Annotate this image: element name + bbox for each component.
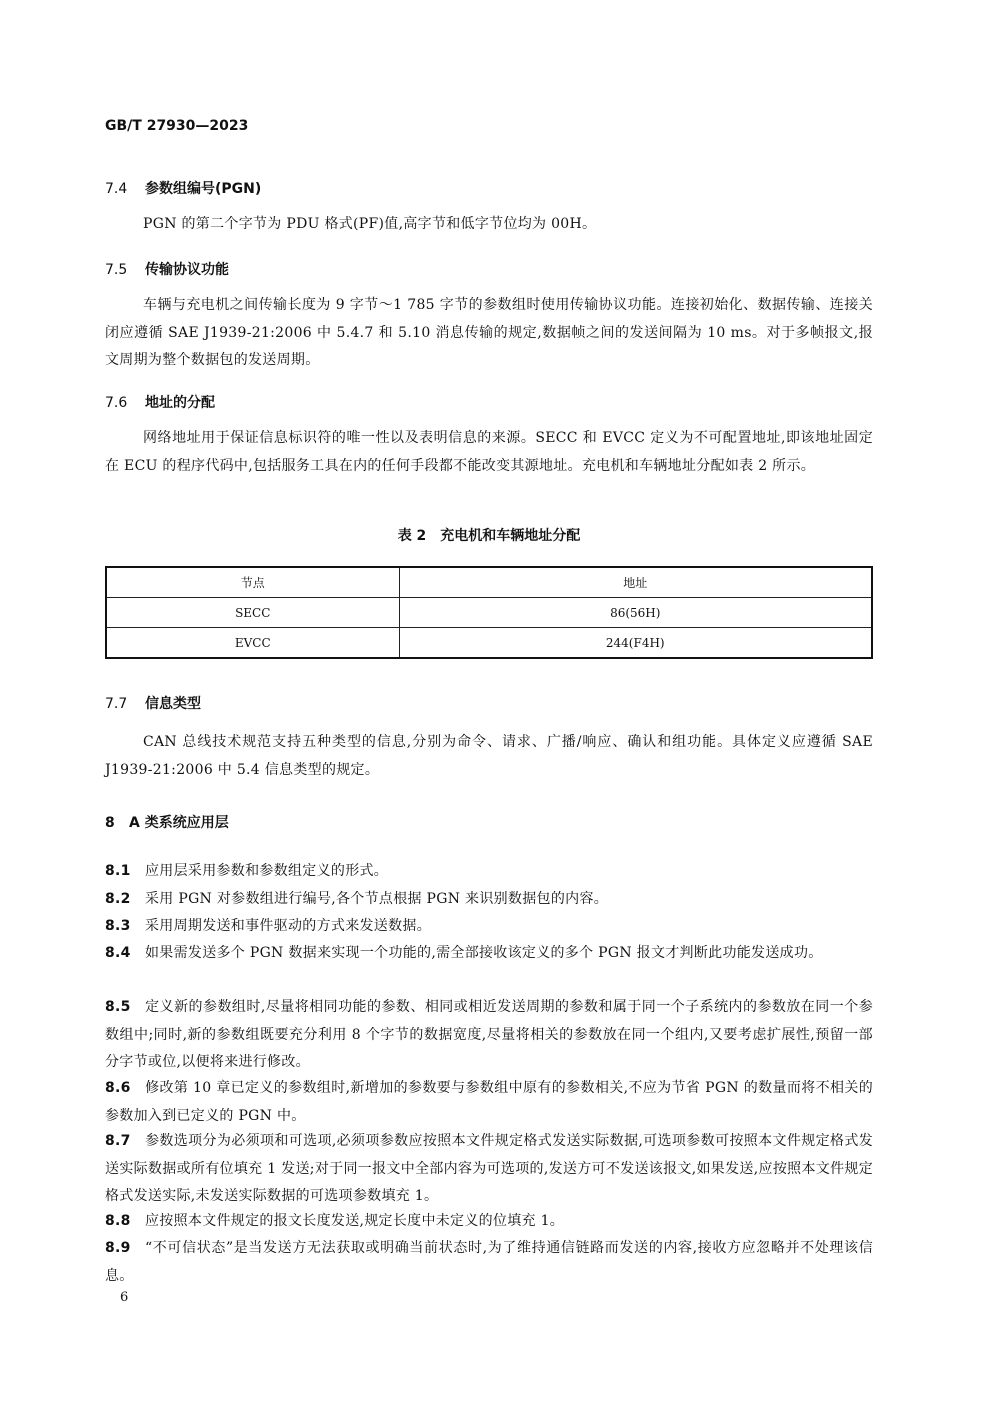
- clause-text: 采用周期发送和事件驱动的方式来发送数据。: [145, 918, 431, 934]
- table-cell-address: 244(F4H): [399, 628, 872, 659]
- section-title: 地址的分配: [145, 395, 215, 411]
- section-number: 7.6: [105, 395, 128, 411]
- clause-text: “不可信状态”是当发送方无法获取或明确当前状态时,为了维持通信链路而发送的内容,接收方应忽略并不处理该信息。: [105, 1240, 873, 1284]
- clause-8-4: [105, 940, 873, 968]
- address-table: [105, 566, 873, 659]
- clause-8-6: [105, 1075, 873, 1130]
- standard-number: GB/T 27930—2023: [105, 118, 249, 134]
- clause-8-7: [105, 1128, 873, 1211]
- clause-number: 8.6: [105, 1080, 131, 1096]
- clause-text: 采用 PGN 对参数组进行编号,各个节点根据 PGN 来识别数据包的内容。: [145, 891, 609, 907]
- chapter-title: A 类系统应用层: [129, 815, 229, 831]
- clause-text: 定义新的参数组时,尽量将相同功能的参数、相同或相近发送周期的参数和属于同一个子系统内的参数放在同一个参数组中;同时,新的参数组既要充分利用 8 个字节的数据宽度,尽量将相关的参数放在同一个组内,又要考虑扩展性,预留一部分字节或位,以便将来进行修改。: [105, 999, 873, 1070]
- section-title: 参数组编号(PGN): [145, 181, 262, 197]
- clause-number: 8.9: [105, 1240, 131, 1256]
- clause-8-9: [105, 1235, 873, 1290]
- clause-number: 8.2: [105, 891, 131, 907]
- table-row: [106, 598, 872, 628]
- table-header-address: 地址: [399, 567, 872, 598]
- chapter-8-heading: [105, 812, 229, 832]
- page-number: 6: [120, 1290, 129, 1305]
- clause-text: 应用层采用参数和参数组定义的形式。: [145, 863, 389, 879]
- clause-text: 应按照本文件规定的报文长度发送,规定长度中未定义的位填充 1。: [145, 1213, 565, 1229]
- section-7-4-heading: [105, 178, 261, 198]
- clause-text: 修改第 10 章已定义的参数组时,新增加的参数要与参数组中原有的参数相关,不应为节省 PGN 的数量而将不相关的参数加入到已定义的 PGN 中。: [105, 1080, 873, 1124]
- section-7-5-heading: [105, 259, 229, 279]
- section-title: 信息类型: [145, 696, 201, 712]
- section-7-4-text: PGN 的第二个字节为 PDU 格式(PF)值,高字节和低字节位均为 00H。: [143, 216, 597, 232]
- clause-8-8: [105, 1208, 873, 1236]
- section-7-7-text: CAN 总线技术规范支持五种类型的信息,分别为命令、请求、广播/响应、确认和组功能。具体定义应遵循 SAE J1939-21:2006 中 5.4 信息类型的规定。: [105, 734, 873, 778]
- table-header-row: [106, 567, 872, 598]
- section-7-6-heading: [105, 392, 215, 412]
- clause-number: 8.4: [105, 945, 131, 961]
- clause-number: 8.3: [105, 918, 131, 934]
- clause-text: 如果需发送多个 PGN 数据来实现一个功能的,需全部接收该定义的多个 PGN 报文才判断此功能发送成功。: [145, 945, 823, 961]
- clause-8-5: [105, 994, 873, 1077]
- section-number: 7.4: [105, 181, 128, 197]
- section-7-5-text: 车辆与充电机之间传输长度为 9 字节～1 785 字节的参数组时使用传输协议功能。连接初始化、数据传输、连接关闭应遵循 SAE J1939-21:2006 中 5.4.7 和 5.10 消息传输的规定,数据帧之间的发送间隔为 10 ms。对于多帧报文,报文周期为整个数据包的发送周期。: [105, 297, 873, 368]
- section-7-7-heading: [105, 693, 201, 713]
- clause-text: 参数选项分为必须项和可选项,必须项参数应按照本文件规定格式发送实际数据,可选项参数可按照本文件规定格式发送实际数据或所有位填充 1 发送;对于同一报文中全部内容为可选项的,发送方可不发送该报文,如果发送,应按照本文件规定格式发送实际,未发送实际数据的可选项参数填充 1。: [105, 1133, 873, 1204]
- table-row: [106, 628, 872, 659]
- clause-8-2: [105, 886, 873, 914]
- table-caption: 表 2 充电机和车辆地址分配: [397, 528, 581, 544]
- section-number: 7.5: [105, 262, 128, 278]
- clause-number: 8.5: [105, 999, 131, 1015]
- section-title: 传输协议功能: [145, 262, 229, 278]
- clause-number: 8.8: [105, 1213, 131, 1229]
- table-cell-address: 86(56H): [399, 598, 872, 628]
- clause-number: 8.7: [105, 1133, 131, 1149]
- section-7-6-text: 网络地址用于保证信息标识符的唯一性以及表明信息的来源。SECC 和 EVCC 定义为不可配置地址,即该地址固定在 ECU 的程序代码中,包括服务工具在内的任何手段都不能改变其源地址。充电机和车辆地址分配如表 2 所示。: [105, 430, 873, 474]
- clause-8-1: [105, 858, 873, 886]
- chapter-number: 8: [105, 815, 115, 831]
- clause-number: 8.1: [105, 863, 131, 879]
- table-header-node: 节点: [106, 567, 399, 598]
- clause-8-3: [105, 913, 873, 941]
- table-cell-node: EVCC: [106, 628, 399, 659]
- section-number: 7.7: [105, 696, 128, 712]
- table-cell-node: SECC: [106, 598, 399, 628]
